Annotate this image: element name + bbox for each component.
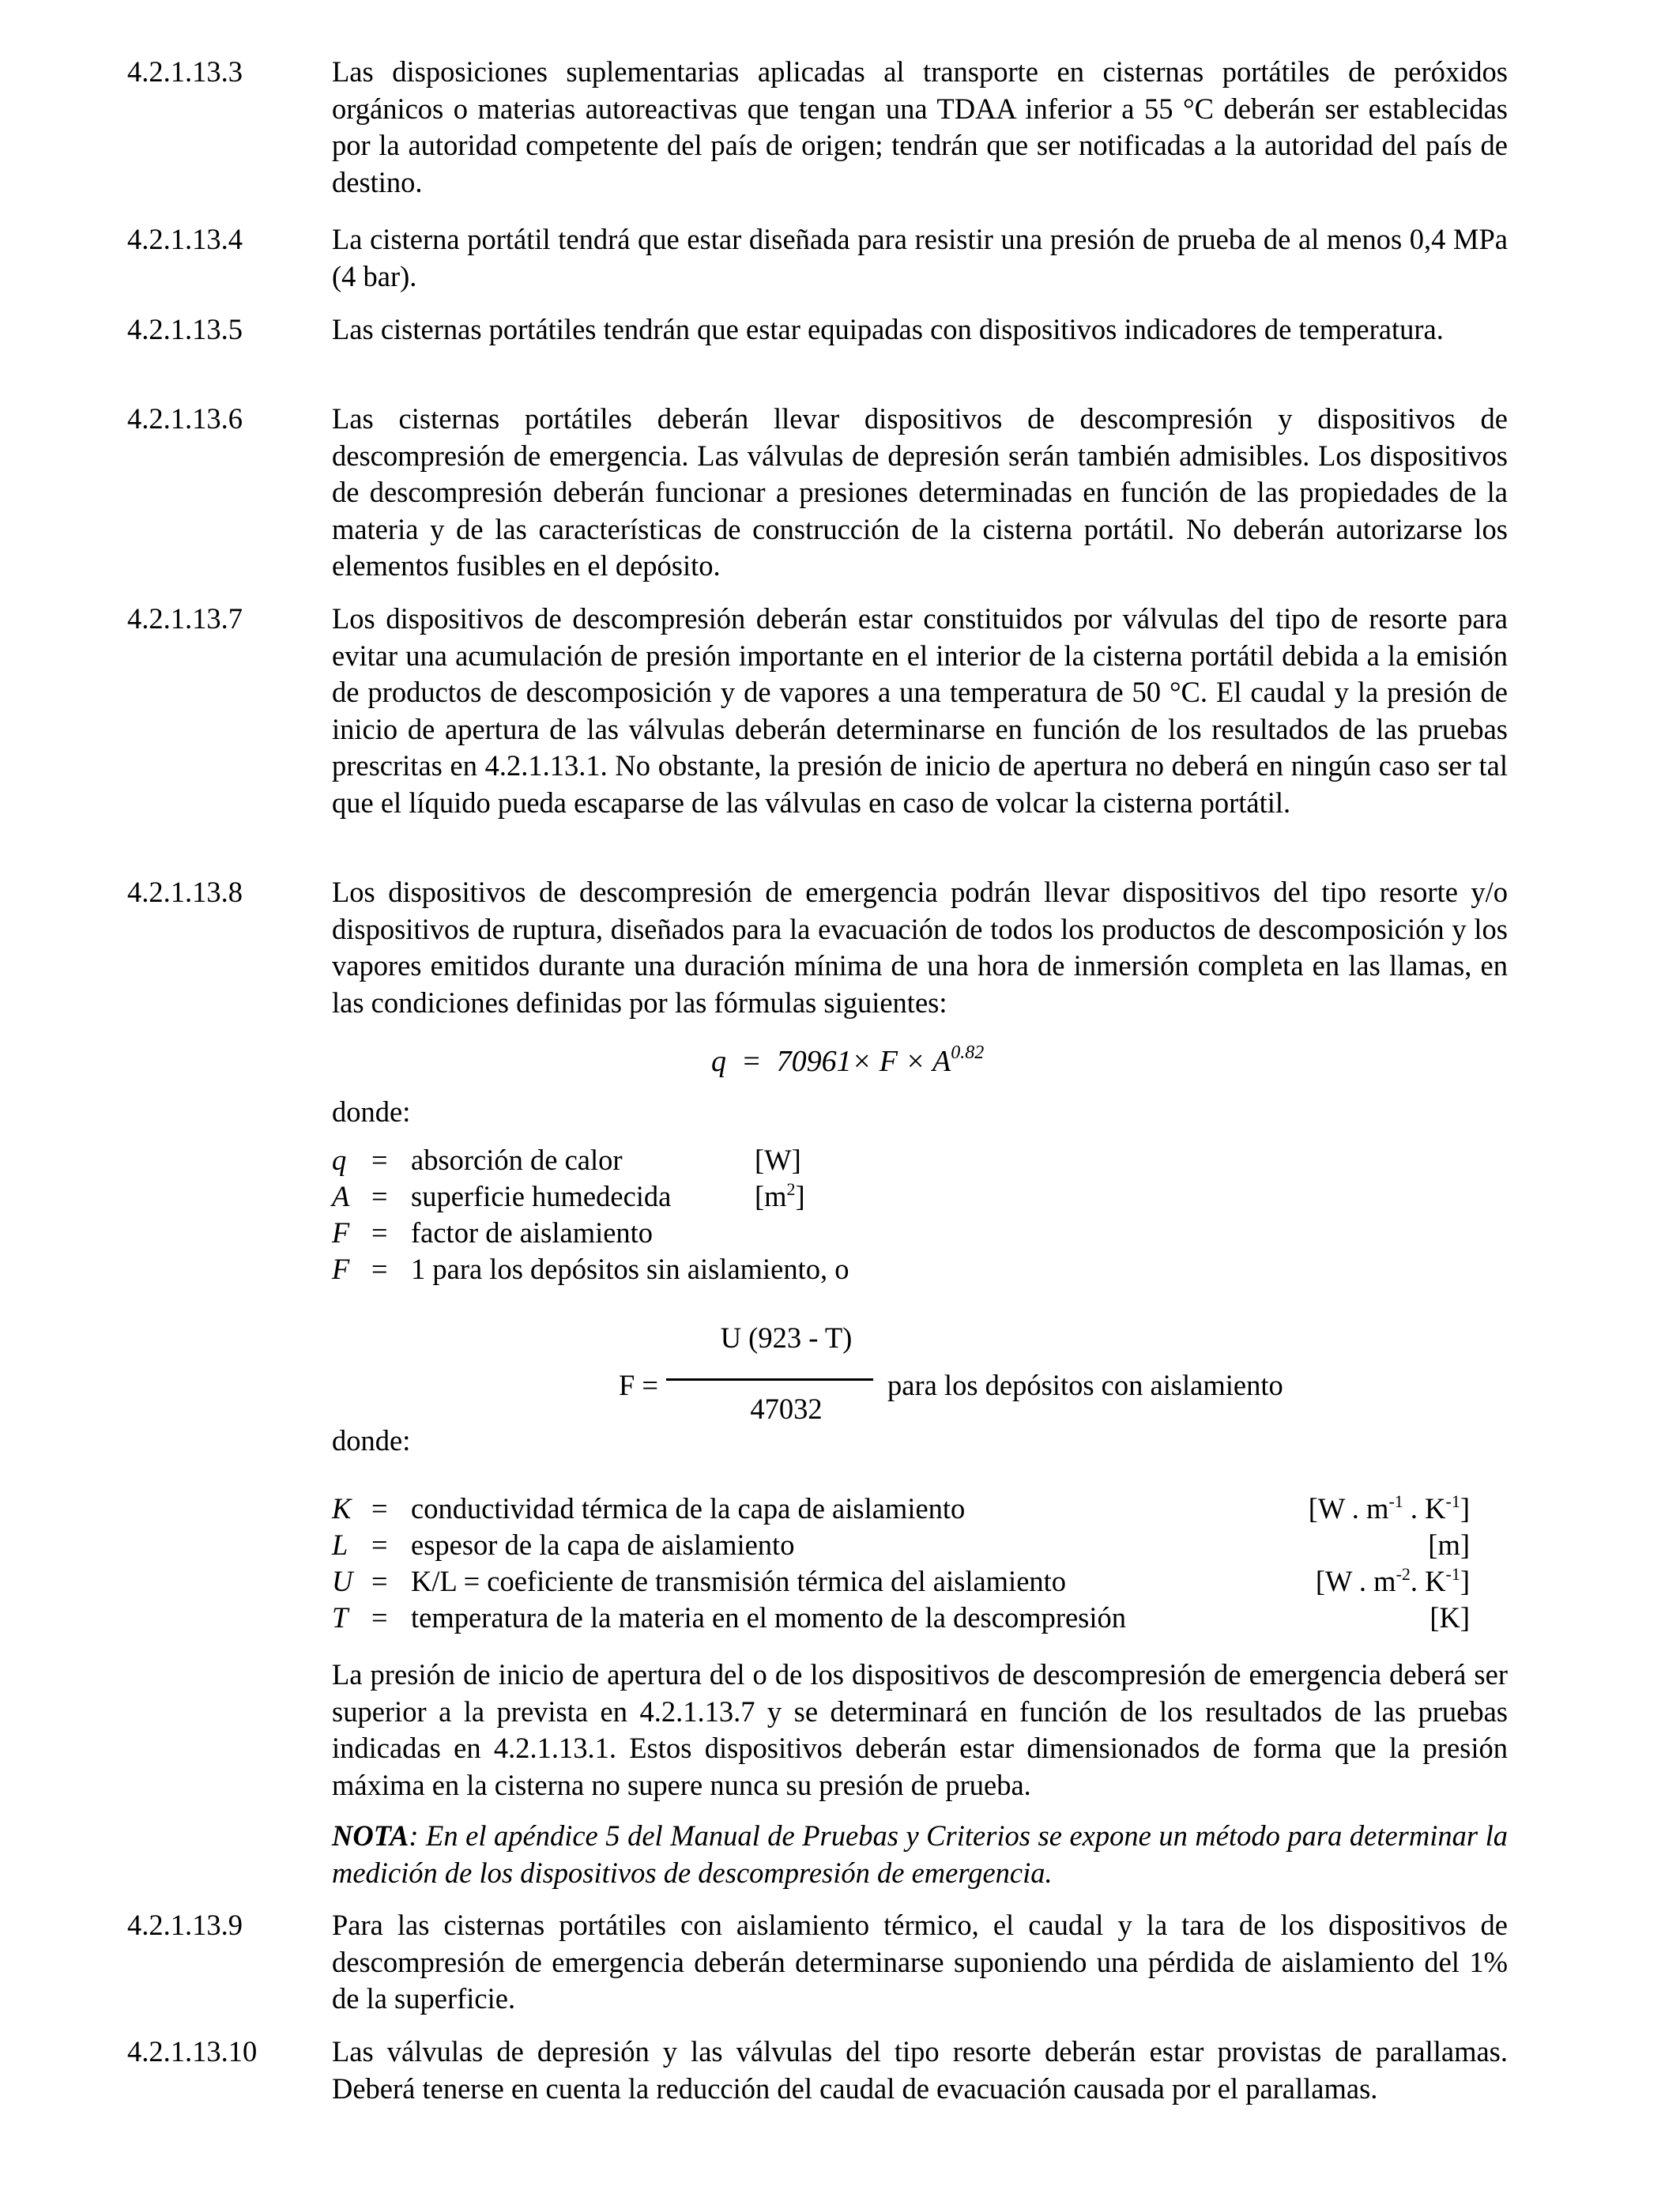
formula-rhs: 70961× F × A: [776, 1045, 951, 1078]
def-unit: $[m^2]$: [755, 1179, 805, 1212]
def-description: absorción de calor: [411, 1144, 623, 1176]
definition-row: [332, 1215, 885, 1251]
def-description: factor de aislamiento: [411, 1216, 654, 1249]
nota-label: NOTA: [332, 1819, 409, 1852]
definition-row: [332, 1491, 1470, 1527]
def-variable: F: [332, 1253, 350, 1285]
definition-row: [332, 1563, 1470, 1600]
def-unit: [m]: [1428, 1529, 1470, 1561]
section-number: 4.2.1.13.8: [127, 876, 243, 908]
def-equals: =: [371, 1601, 388, 1634]
section-number: 4.2.1.13.7: [127, 602, 243, 635]
heat-absorption-formula: [711, 1043, 984, 1080]
section-text: Las válvulas de depresión y las válvulas del tipo resorte deberán estar provistas de parallamas. Deberá tenerse en cuenta la reducción del caudal de evacuación causada por el parallamas.: [332, 2035, 1508, 2105]
def-equals: =: [371, 1492, 388, 1525]
section-number: 4.2.1.13.5: [127, 313, 243, 345]
definition-row: [332, 1600, 1470, 1636]
def-equals: =: [371, 1144, 388, 1176]
section-number: 4.2.1.13.3: [127, 55, 243, 88]
def-equals: =: [371, 1565, 388, 1597]
def-unit: [W . $m^{-2}$. $K^{-1}$]: [1315, 1564, 1470, 1597]
section-text: Las cisternas portátiles deberán llevar dispositivos de descompresión y dispositivos de descompresión de emergencia. Las válvulas de depresión serán también admisibles. Los dispositivos de descompresión deberán funcionar a presiones determinadas en función de las propiedades de la materia y de las características de construcción de la cisterna portátil. No deberán autorizarse los elementos fusibles en el depósito.: [332, 402, 1508, 582]
def-description: espesor de la capa de aislamiento: [411, 1529, 795, 1561]
definition-row: [332, 1142, 885, 1178]
section-text: Las cisternas portátiles tendrán que estar equipadas con dispositivos indicadores de temperatura.: [332, 313, 1444, 345]
emergency-pressure-paragraph: La presión de inicio de apertura del o de los dispositivos de descompresión de emergencia deberá ser superior a la prevista en 4.2.1.13.7 y se determinará en función de los resultados de las pruebas indicadas en 4.2.1.13.1. Estos dispositivos deberán estar dimensionados de forma que la presión máxima en la cisterna no supere nunca su presión de prueba.: [332, 1658, 1508, 1801]
def-variable: q: [332, 1144, 347, 1176]
def-equals: =: [371, 1529, 388, 1561]
formula2-lhs: F =: [619, 1369, 659, 1401]
section-text: Las disposiciones suplementarias aplicadas al transporte en cisternas portátiles de peróxidos orgánicos o materias autoreactivas que tengan una TDAA inferior a 55 °C deberán ser establecidas por la autoridad competente del país de origen; tendrán que ser notificadas a la autoridad del país de destino.: [332, 55, 1508, 198]
definition-row: [332, 1251, 1043, 1287]
section-text: Para las cisternas portátiles con aislamiento térmico, el caudal y la tara de los dispositivos de descompresión de emergencia deberán determinarse suponiendo una pérdida de aislamiento del 1% de la superficie.: [332, 1909, 1508, 2015]
def-equals: =: [371, 1253, 388, 1285]
def-description: K/L = coeficiente de transmisión térmica del aislamiento: [411, 1565, 1067, 1597]
formula-eq: =: [741, 1045, 762, 1078]
def-description: superficie humedecida: [411, 1180, 672, 1212]
def-unit: [W . $m^{-1}$ . $K^{-1}$]: [1308, 1491, 1470, 1525]
def-variable: K: [332, 1492, 352, 1525]
definition-row: [332, 1527, 1470, 1563]
section-text: La cisterna portátil tendrá que estar diseñada para resistir una presión de prueba de al menos 0,4 MPa (4 bar).: [332, 223, 1508, 292]
def-variable: U: [332, 1565, 353, 1597]
def-variable: A: [332, 1180, 350, 1212]
def-variable: T: [332, 1601, 348, 1634]
formula-lhs: q: [711, 1045, 726, 1078]
nota-text: : En el apéndice 5 del Manual de Pruebas y Criterios se expone un método para determinar la medición de los dispositivos de descompresión de emergencia.: [332, 1819, 1508, 1889]
def-variable: F: [332, 1216, 350, 1249]
def-description: temperatura de la materia en el momento de la descompresión: [411, 1601, 1127, 1634]
formula2-denominator: 47032: [750, 1393, 823, 1425]
def-equals: =: [371, 1216, 388, 1249]
section-number: 4.2.1.13.10: [127, 2035, 258, 2068]
nota-paragraph: [332, 1818, 1508, 1891]
section-text: Los dispositivos de descompresión deberán estar constituidos por válvulas del tipo de resorte para evitar una acumulación de presión importante en el interior de la cisterna portátil debida a la emisión de productos de descomposición y de vapores a una temperatura de 50 °C. El caudal y la presión de inicio de apertura de las válvulas deberán determinarse en función de los resultados de las pruebas prescritas en 4.2.1.13.1. No obstante, la presión de inicio de apertura no deberá en ningún caso ser tal que el líquido pueda escaparse de las válvulas en caso de volcar la cisterna portátil.: [332, 602, 1508, 819]
def-variable: L: [332, 1529, 348, 1561]
formula-exponent: 0.82: [951, 1042, 985, 1063]
formula2-suffix: para los depósitos con aislamiento: [887, 1369, 1283, 1401]
donde-label-2: donde:: [332, 1424, 411, 1457]
fraction-bar: [666, 1378, 873, 1381]
def-equals: =: [371, 1180, 388, 1212]
definition-row: [332, 1178, 885, 1215]
section-text: Los dispositivos de descompresión de emergencia podrán llevar dispositivos del tipo resorte y/o dispositivos de ruptura, diseñados para la evacuación de todos los productos de descomposición y los vapores emitidos durante una duración mínima de una hora de inmersión completa en las llamas, en las condiciones definidas por las fórmulas siguientes:: [332, 876, 1508, 1019]
section-number: 4.2.1.13.6: [127, 402, 243, 435]
def-description: 1 para los depósitos sin aislamiento, o: [411, 1253, 849, 1285]
section-number: 4.2.1.13.4: [127, 223, 243, 255]
def-description: conductividad térmica de la capa de aislamiento: [411, 1492, 966, 1525]
section-number: 4.2.1.13.9: [127, 1909, 243, 1941]
def-unit: [K]: [1430, 1601, 1470, 1634]
formula2-numerator: U (923 - T): [720, 1321, 853, 1354]
donde-label: donde:: [332, 1095, 411, 1128]
def-unit: [W]: [755, 1144, 801, 1176]
